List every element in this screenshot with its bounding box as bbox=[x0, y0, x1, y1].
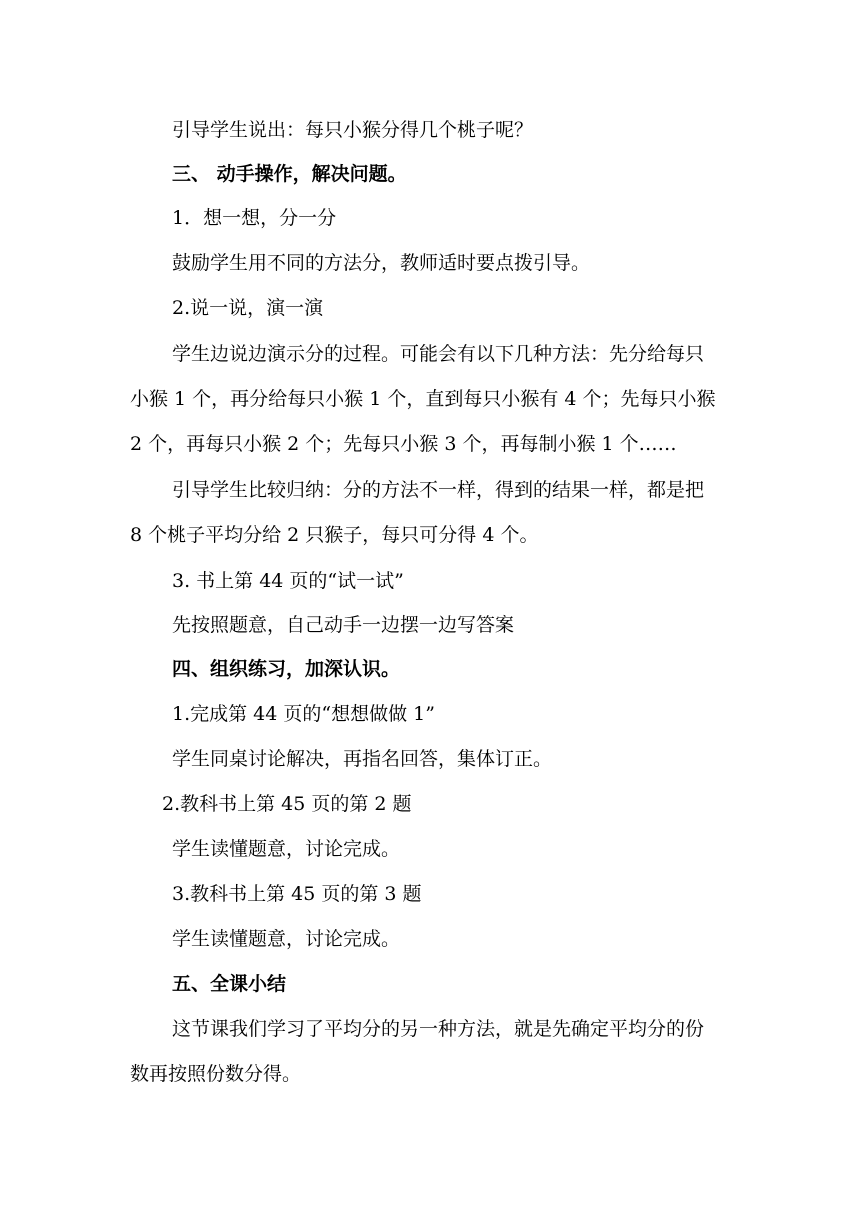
section-heading-4: 四、组织练习，加深认识。 bbox=[172, 658, 401, 680]
paragraph-demo-line-3: 2 个，再每只小猴 2 个；先每只小猴 3 个，再每制小猴 1 个…… bbox=[130, 433, 677, 455]
paragraph-try: 先按照题意，自己动手一边摆一边写答案 bbox=[172, 614, 515, 636]
section-heading-3: 三、 动手操作，解决问题。 bbox=[172, 163, 407, 185]
paragraph-summary-line-2: 8 个桃子平均分给 2 只猴子，每只可分得 4 个。 bbox=[130, 524, 539, 546]
step-2-title: 2.说一说，演一演 bbox=[172, 297, 324, 319]
section-heading-5: 五、全课小结 bbox=[172, 973, 287, 995]
exercise-3-title: 3.教科书上第 45 页的第 3 题 bbox=[172, 883, 422, 905]
exercise-3-desc: 学生读懂题意，讨论完成。 bbox=[172, 928, 401, 950]
exercise-2-desc: 学生读懂题意，讨论完成。 bbox=[172, 838, 401, 860]
step-1-title: 1．想一想，分一分 bbox=[172, 207, 337, 229]
paragraph-guide-question: 引导学生说出：每只小猴分得几个桃子呢？ bbox=[172, 119, 534, 141]
paragraph-conclusion-line-2: 数再按照份数分得。 bbox=[130, 1063, 302, 1085]
paragraph-demo-line-2: 小猴 1 个，再分给每只小猴 1 个，直到每只小猴有 4 个；先每只小猴 bbox=[130, 388, 716, 410]
step-3-title: 3. 书上第 44 页的“试一试” bbox=[172, 570, 404, 592]
paragraph-summary-line-1: 引导学生比较归纳：分的方法不一样，得到的结果一样，都是把 bbox=[172, 479, 705, 501]
exercise-2-title: 2.教科书上第 45 页的第 2 题 bbox=[162, 793, 412, 815]
paragraph-conclusion-line-1: 这节课我们学习了平均分的另一种方法，就是先确定平均分的份 bbox=[172, 1018, 705, 1040]
exercise-1-desc: 学生同桌讨论解决，再指名回答，集体订正。 bbox=[172, 748, 553, 770]
paragraph-encourage: 鼓励学生用不同的方法分，教师适时要点拨引导。 bbox=[172, 252, 591, 274]
paragraph-demo-line-1: 学生边说边演示分的过程。可能会有以下几种方法：先分给每只 bbox=[172, 343, 705, 365]
exercise-1-title: 1.完成第 44 页的“想想做做 1” bbox=[172, 703, 435, 725]
